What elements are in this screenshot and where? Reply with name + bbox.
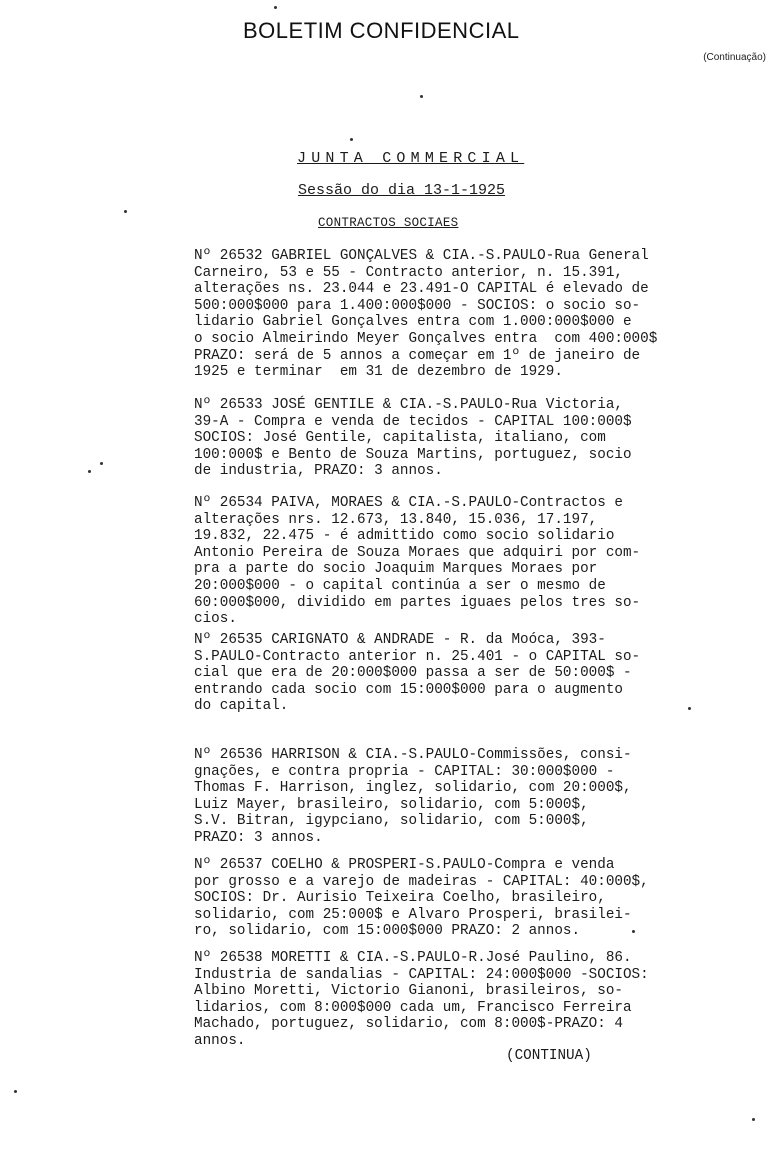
continua-note: (CONTINUA) [506,1048,592,1064]
entry-line: SOCIOS: Dr. Aurisio Teixeira Coelho, brasileiro, [194,890,606,907]
contract-entry [194,397,714,480]
scan-speck [688,707,691,710]
scan-speck [274,6,277,9]
entry-line: Nº 26533 JOSÉ GENTILE & CIA.-S.PAULO-Rua Victoria, [194,397,623,413]
scan-speck [752,1118,755,1121]
entry-line: 1925 e terminar em 31 de dezembro de 1929. [194,364,563,381]
entry-line: 19.832, 22.475 - é admittido como socio solidario [194,528,615,545]
entry-line: lidario Gabriel Gonçalves entra com 1.000:000$000 e [194,314,632,331]
entry-line: pra a parte do socio Joaquim Marques Moraes por [194,561,598,578]
scan-speck [420,95,423,98]
entry-line: por grosso e a varejo de madeiras - CAPITAL: 40:000$, [194,873,649,890]
entry-line: cial que era de 20:000$000 passa a ser de 50:000$ - [194,665,632,682]
entry-line: gnações, e contra propria - CAPITAL: 30:000$000 - [194,763,615,780]
contract-entry [194,248,714,381]
entry-line: Nº 26538 MORETTI & CIA.-S.PAULO-R.José Paulino, 86. [194,950,632,966]
scan-speck [632,930,635,933]
entry-line: annos. [194,1032,246,1049]
contract-entry [194,495,714,628]
entry-line: Nº 26532 GABRIEL GONÇALVES & CIA.-S.PAULO-Rua General [194,248,649,264]
contract-entry [194,747,714,847]
continuation-note: (Continuação) [703,52,766,63]
entry-line: 20:000$000 - o capital continúa a ser o mesmo de [194,577,606,594]
entry-line: 60:000$000, dividido em partes iguaes pelos tres so- [194,594,641,611]
entry-line: alterações nrs. 12.673, 13.840, 15.036, 17.197, [194,511,598,528]
entry-line: Industria de sandalias - CAPITAL: 24:000$000 -SOCIOS: [194,966,649,983]
entry-line: Antonio Pereira de Souza Moraes que adquiri por com- [194,544,641,561]
entry-line: entrando cada socio com 15:000$000 para o augmento [194,681,623,698]
entry-line: Nº 26535 CARIGNATO & ANDRADE - R. da Moóca, 393- [194,632,606,648]
scan-speck [88,470,91,473]
entry-line: lidarios, com 8:000$000 cada um, Francisco Ferreira [194,999,632,1016]
entry-line: de industria, PRAZO: 3 annos. [194,463,443,480]
entry-line: Nº 26537 COELHO & PROSPERI-S.PAULO-Compra e venda [194,857,615,873]
entry-line: Albino Moretti, Victorio Gianoni, brasileiros, so- [194,983,623,1000]
entry-line: S.V. Bitran, igypciano, solidario, com 5:000$, [194,813,589,830]
contract-entry [194,857,714,940]
contract-entry [194,950,714,1050]
scan-speck [100,462,103,465]
entry-line: Carneiro, 53 e 55 - Contracto anterior, n. 15.391, [194,264,623,281]
entry-line: 100:000$ e Bento de Souza Martins, portuguez, socio [194,446,632,463]
session-date: Sessão do dia 13-1-1925 [298,182,506,199]
entry-line: do capital. [194,698,289,715]
contract-entry [194,632,714,715]
entry-line: solidario, com 25:000$ e Alvaro Prosperi, brasilei- [194,906,632,923]
entry-line: cios. [194,611,237,628]
entry-line: S.PAULO-Contracto anterior n. 25.401 - o CAPITAL so- [194,648,641,665]
scan-speck [124,210,127,213]
scan-speck [350,138,353,141]
entry-line: SOCIOS: José Gentile, capitalista, italiano, com [194,430,606,447]
entry-line: Nº 26536 HARRISON & CIA.-S.PAULO-Commissões, consi- [194,747,632,763]
subtitle: CONTRACTOS SOCIAES [318,216,459,230]
entry-line: Luiz Mayer, brasileiro, solidario, com 5:000$, [194,796,589,813]
entry-line: Nº 26534 PAIVA, MORAES & CIA.-S.PAULO-Contractos e [194,495,623,511]
document-title: BOLETIM CONFIDENCIAL [243,18,520,43]
entry-line: Machado, portuguez, solidario, com 8:000$-PRAZO: 4 [194,1016,623,1033]
scan-speck [14,1090,17,1093]
entry-line: PRAZO: será de 5 annos a começar em 1º de janeiro de [194,347,641,364]
entry-line: ro, solidario, com 15:000$000 PRAZO: 2 annos. [194,923,581,940]
entry-line: 500:000$000 para 1.400:000$000 - SOCIOS: o socio so- [194,297,641,314]
entry-line: Thomas F. Harrison, inglez, solidario, com 20:000$, [194,780,632,797]
entry-line: o socio Almeirindo Meyer Gonçalves entra com 400:000$ [194,330,658,347]
entry-line: alterações ns. 23.044 e 23.491-O CAPITAL é elevado de [194,281,649,298]
section-title: JUNTA COMMERCIAL [297,150,525,167]
entry-line: 39-A - Compra e venda de tecidos - CAPITAL 100:000$ [194,413,632,430]
entry-line: PRAZO: 3 annos. [194,829,323,846]
